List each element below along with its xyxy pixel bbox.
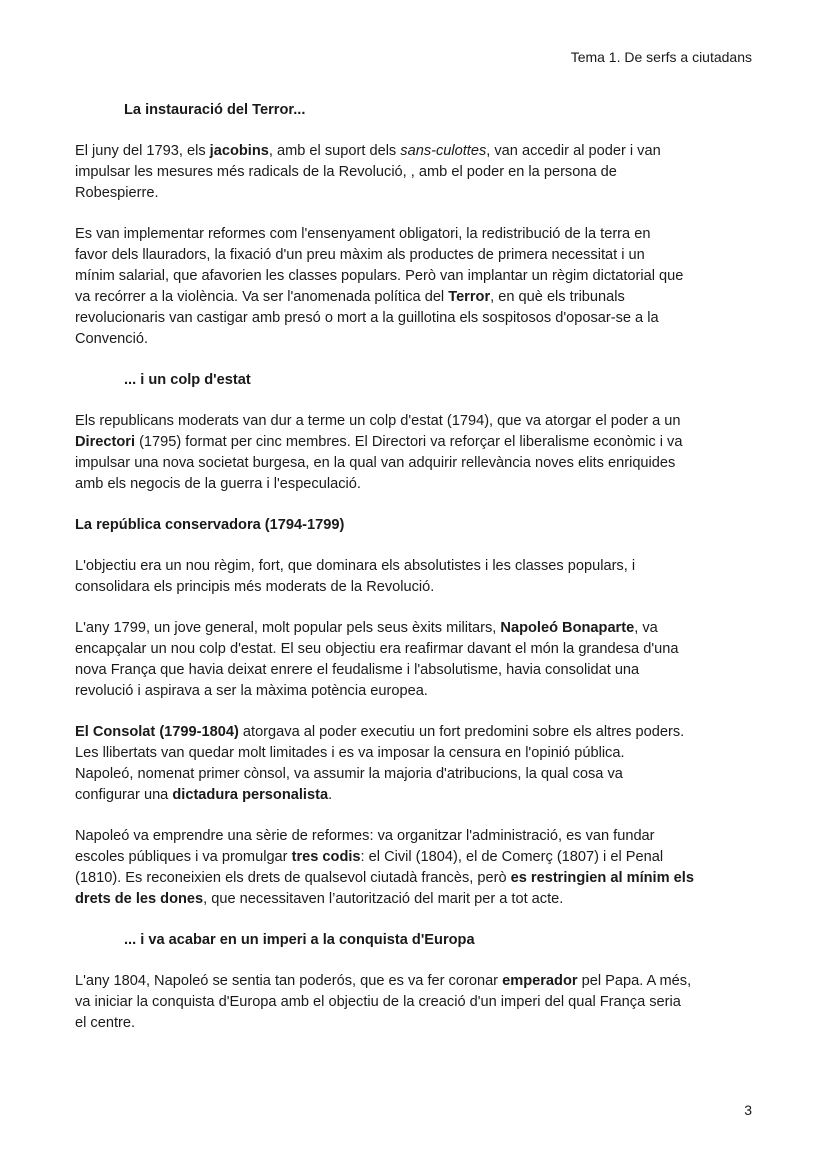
text-line [75, 287, 775, 308]
bold-text: Napoleó Bonaparte [500, 620, 635, 636]
section-heading [75, 515, 775, 536]
text-run: Convenció. [75, 331, 149, 347]
text-line [124, 100, 775, 121]
paragraph [75, 141, 775, 204]
text-run: , amb el suport dels [268, 143, 401, 159]
text-line [75, 329, 775, 350]
document-body [75, 100, 775, 1054]
text-line [75, 411, 775, 432]
italic-text: sans-culottes [400, 143, 487, 159]
text-run: : el Civil (1804), el de Comerç (1807) i el Penal [360, 849, 664, 865]
text-run: , que necessitaven l’autorització del marit per a tot acte. [203, 891, 564, 907]
text-run: impulsar una nova societat burgesa, en la qual van adquirir rellevància noves elits enriquides [75, 455, 676, 471]
text-run: revolucionaris van castigar amb presó o mort a la guillotina els sospitosos d'oposar-se a la [75, 310, 659, 326]
text-line [75, 826, 775, 847]
text-line [75, 266, 775, 287]
text-line [75, 868, 775, 889]
text-line [75, 577, 775, 598]
paragraph [75, 224, 775, 350]
text-run: L'any 1804, Napoleó se sentia tan poderós, que es va fer coronar [75, 973, 503, 989]
text-run: . [328, 787, 333, 803]
text-line [75, 618, 775, 639]
text-line [75, 474, 775, 495]
text-line [75, 453, 775, 474]
text-run: consolidara els principis més moderats de la Revolució. [75, 579, 435, 595]
section-heading [75, 100, 775, 121]
paragraph [75, 722, 775, 806]
text-run: el centre. [75, 1015, 136, 1031]
paragraph [75, 971, 775, 1034]
bold-text: ... i va acabar en un imperi a la conquista d'Europa [124, 932, 475, 948]
text-run: escoles públiques i va promulgar [75, 849, 292, 865]
text-run: L'any 1799, un jove general, molt popular pels seus èxits militars, [75, 620, 501, 636]
text-run: va iniciar la conquista d'Europa amb el objectiu de la creació d'un imperi del qual França seria [75, 994, 681, 1010]
text-run: (1795) format per cinc membres. El Directori va reforçar el liberalisme econòmic i va [135, 434, 683, 450]
bold-text: dictadura personalista [172, 787, 329, 803]
bold-text: La república conservadora (1794-1799) [75, 517, 345, 533]
text-line [75, 183, 775, 204]
bold-text: es restringien al mínim els [510, 870, 694, 886]
text-run: va recórrer a la violència. Va ser l'anomenada política del [75, 289, 449, 305]
text-run: mínim salarial, que afavorien les classes populars. Però van implantar un règim dictatorial que [75, 268, 684, 284]
text-run: , van accedir al poder i van [486, 143, 661, 159]
text-line [75, 432, 775, 453]
text-line [75, 785, 775, 806]
text-line [75, 992, 775, 1013]
text-run: , va [634, 620, 658, 636]
text-run: nova França que havia deixat enrere el feudalisme i l'absolutisme, havia consolidat una [75, 662, 640, 678]
bold-text: El Consolat (1799-1804) [75, 724, 239, 740]
bold-text: Directori [75, 434, 136, 450]
text-run: (1810). Es reconeixien els drets de qualsevol ciutadà francès, però [75, 870, 511, 886]
text-run: encapçalar un nou colp d'estat. El seu objectiu era reafirmar davant el món la grandesa d'una [75, 641, 679, 657]
text-run: , en què els tribunals [490, 289, 625, 305]
text-line [75, 141, 775, 162]
bold-text: emperador [502, 973, 578, 989]
bold-text: tres codis [291, 849, 361, 865]
text-line [75, 245, 775, 266]
text-run: impulsar les mesures més radicals de la Revolució, , amb el poder en la persona de [75, 164, 617, 180]
section-heading [75, 930, 775, 951]
text-run: revolució i aspirava a ser la màxima potència europea. [75, 683, 428, 699]
text-run: Es van implementar reformes com l'ensenyament obligatori, la redistribució de la terra en [75, 226, 651, 242]
text-line [75, 743, 775, 764]
text-run: Napoleó, nomenat primer cònsol, va assumir la majoria d'atribucions, la qual cosa va [75, 766, 623, 782]
running-header: Tema 1. De serfs a ciutadans [570, 49, 752, 65]
text-line [75, 556, 775, 577]
paragraph [75, 556, 775, 598]
page-number: 3 [744, 1102, 752, 1118]
paragraph [75, 826, 775, 910]
text-run: L'objectiu era un nou règim, fort, que dominara els absolutistes i les classes populars, i [75, 558, 636, 574]
text-line [75, 722, 775, 743]
text-line [75, 889, 775, 910]
bold-text: jacobins [209, 143, 269, 159]
text-line [75, 764, 775, 785]
text-run: Els republicans moderats van dur a terme un colp d'estat (1794), que va atorgar el poder a un [75, 413, 681, 429]
text-run: Napoleó va emprendre una sèrie de reformes: va organitzar l'administració, es van fundar [75, 828, 655, 844]
text-run: El juny del 1793, els [75, 143, 210, 159]
text-run: pel Papa. A més, [577, 973, 692, 989]
text-line [75, 162, 775, 183]
bold-text: drets de les dones [75, 891, 204, 907]
text-run: Les llibertats van quedar molt limitades i es va imposar la censura en l'opinió pública. [75, 745, 625, 761]
text-line [75, 224, 775, 245]
text-line [75, 639, 775, 660]
text-line [75, 660, 775, 681]
text-line [75, 515, 775, 536]
paragraph [75, 411, 775, 495]
text-line [75, 971, 775, 992]
text-run: Robespierre. [75, 185, 159, 201]
text-line [124, 370, 775, 391]
text-line [75, 847, 775, 868]
bold-text: ... i un colp d'estat [124, 372, 251, 388]
section-heading [75, 370, 775, 391]
text-run: favor dels llauradors, la fixació d'un preu màxim als productes de primera necessitat i un [75, 247, 645, 263]
bold-text: Terror [448, 289, 491, 305]
text-run: configurar una [75, 787, 173, 803]
text-line [75, 1013, 775, 1034]
text-run: atorgava al poder executiu un fort predomini sobre els altres poders. [238, 724, 685, 740]
paragraph [75, 618, 775, 702]
text-line [75, 681, 775, 702]
bold-text: La instauració del Terror... [124, 102, 306, 118]
text-line [75, 308, 775, 329]
text-line [124, 930, 775, 951]
text-run: amb els negocis de la guerra i l'especulació. [75, 476, 361, 492]
